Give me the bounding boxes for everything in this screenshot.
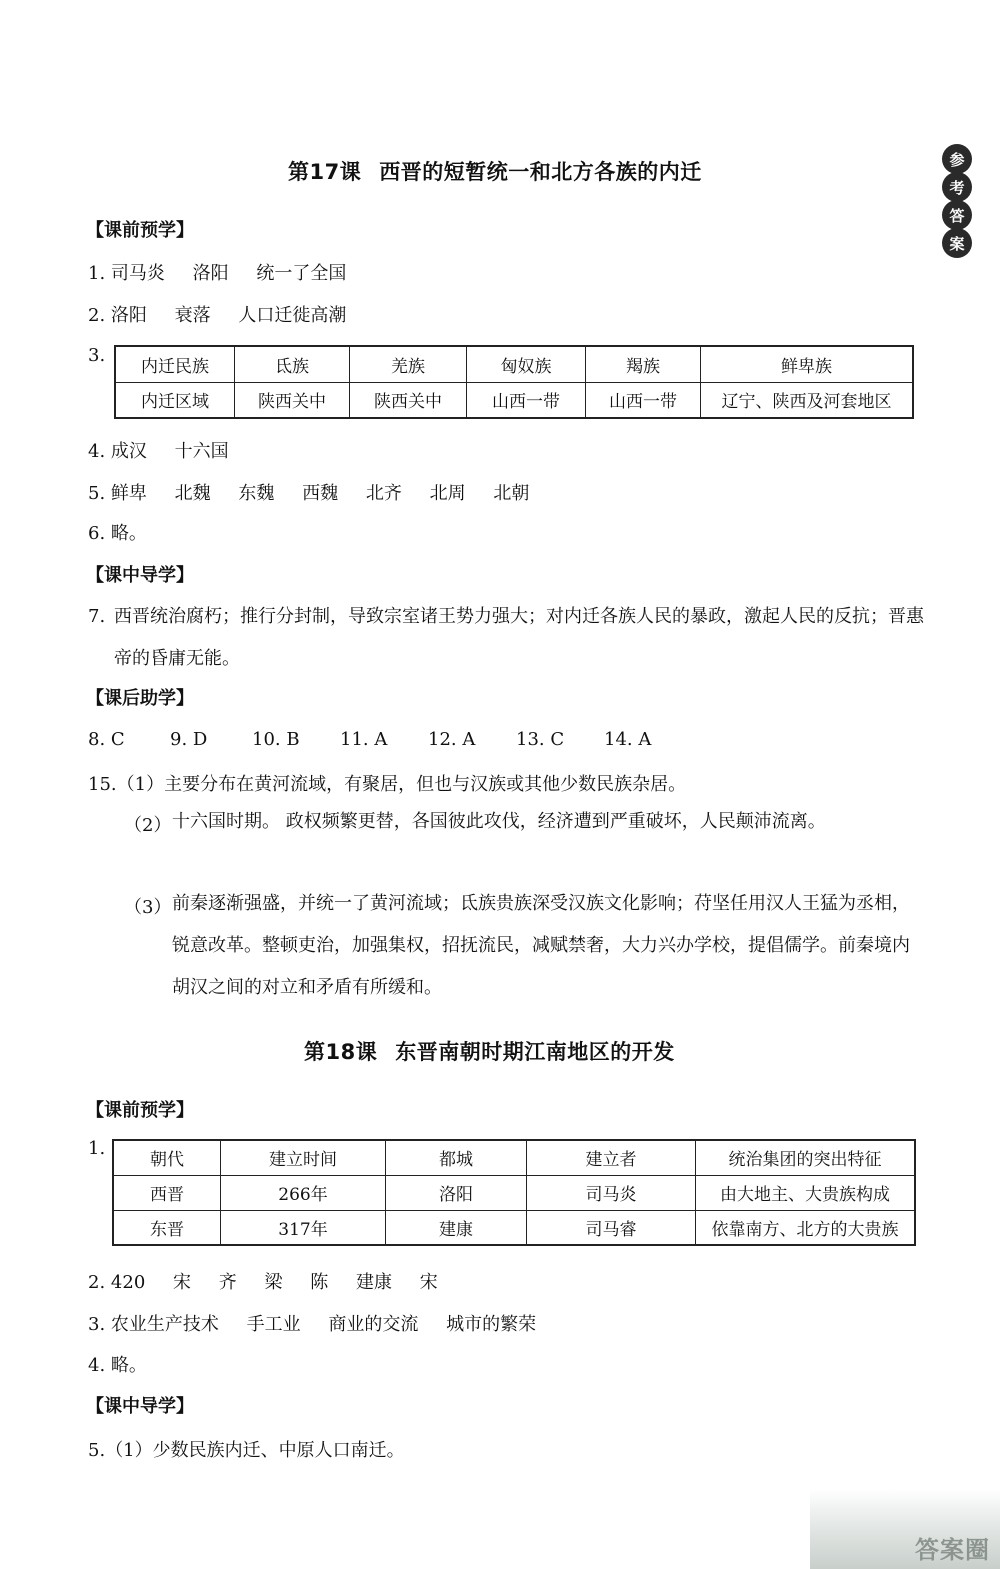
mc-answer: 14. A bbox=[604, 729, 652, 750]
answer-item: 西魏 bbox=[302, 483, 339, 504]
answer-num: 7. bbox=[88, 606, 106, 627]
section-pre-study: 【课前预学】 bbox=[86, 1100, 194, 1121]
table-cell: 内迁民族 bbox=[115, 346, 235, 382]
answer-item: 统一了全国 bbox=[256, 263, 347, 284]
answer-num: 2. bbox=[88, 1272, 106, 1293]
answer-item: 衰落 bbox=[174, 305, 211, 326]
answer-item: 北朝 bbox=[493, 483, 530, 504]
answer-num: 2. bbox=[88, 305, 106, 326]
table-row bbox=[113, 1210, 915, 1245]
answer-item: 成汉 bbox=[110, 441, 147, 462]
answer-6 bbox=[88, 519, 147, 545]
answer-text: 主要分布在黄河流域，有聚居，但也与汉族或其他少数民族杂居。 bbox=[164, 774, 687, 795]
table-cell: 朝代 bbox=[113, 1140, 221, 1175]
table-cell: 建立者 bbox=[527, 1140, 696, 1175]
answer-num: 3. bbox=[88, 1314, 106, 1335]
answer-item: 农业生产技术 bbox=[110, 1314, 219, 1335]
table-row bbox=[115, 382, 913, 418]
table-cell: 匈奴族 bbox=[467, 346, 586, 382]
answer-item: 司马炎 bbox=[110, 263, 165, 284]
table-cell: 统治集团的突出特征 bbox=[696, 1140, 916, 1175]
answer-3 bbox=[88, 1310, 536, 1336]
answer-num: 1. bbox=[88, 1138, 106, 1159]
side-tag-char: 答 bbox=[942, 200, 972, 230]
table-cell: 建康 bbox=[386, 1210, 527, 1245]
answer-15-1 bbox=[88, 770, 686, 796]
lesson17-title-text: 西晋的短暂统一和北方各族的内迁 bbox=[379, 160, 702, 184]
answer-item: 人口迁徙高潮 bbox=[238, 305, 347, 326]
table-cell: 氐族 bbox=[235, 346, 350, 382]
answer-text: 少数民族内迁、中原人口南迁。 bbox=[152, 1440, 405, 1461]
lesson18-title-num: 第18课 bbox=[304, 1040, 378, 1064]
lesson18-title-text: 东晋南朝时期江南地区的开发 bbox=[395, 1040, 675, 1064]
answer-item: 北齐 bbox=[365, 483, 402, 504]
answer-num: 5. bbox=[88, 1440, 106, 1461]
migration-table bbox=[114, 345, 914, 419]
answer-item: 梁 bbox=[264, 1272, 283, 1293]
answer-item: 商业的交流 bbox=[328, 1314, 419, 1335]
table-cell: 辽宁、陕西及河套地区 bbox=[701, 382, 914, 418]
answer-num: 1. bbox=[88, 263, 106, 284]
answer-num: 15. bbox=[88, 774, 117, 795]
table-cell: 东晋 bbox=[113, 1210, 221, 1245]
answer-num: 6. bbox=[88, 523, 106, 544]
answer-text: 略。 bbox=[110, 1355, 147, 1376]
answer-item: 城市的繁荣 bbox=[446, 1314, 537, 1335]
section-in-class: 【课中导学】 bbox=[86, 565, 194, 586]
mc-answer: 8. C bbox=[88, 729, 125, 750]
mc-answer: 12. A bbox=[428, 729, 476, 750]
answer-item: 洛阳 bbox=[192, 263, 229, 284]
answer-item: 420 bbox=[110, 1272, 146, 1293]
section-pre-study: 【课前预学】 bbox=[86, 220, 194, 241]
answer-item: 洛阳 bbox=[110, 305, 147, 326]
table-cell: 都城 bbox=[386, 1140, 527, 1175]
table-cell: 羌族 bbox=[350, 346, 467, 382]
answer-item: 建康 bbox=[355, 1272, 392, 1293]
table-row bbox=[115, 346, 913, 382]
side-tag-char: 参 bbox=[942, 144, 972, 174]
answer-item: 齐 bbox=[218, 1272, 237, 1293]
table-cell: 陕西关中 bbox=[350, 382, 467, 418]
answer-item: 手工业 bbox=[246, 1314, 301, 1335]
mc-answer: 10. B bbox=[252, 729, 300, 750]
answer-4 bbox=[88, 437, 229, 463]
answer-2 bbox=[88, 301, 346, 327]
sub-label: （1） bbox=[116, 774, 165, 795]
table-cell: 陕西关中 bbox=[235, 382, 350, 418]
table-cell: 鲜卑族 bbox=[701, 346, 914, 382]
table-cell: 317年 bbox=[221, 1210, 386, 1245]
table-cell: 内迁区域 bbox=[115, 382, 235, 418]
table-cell: 266年 bbox=[221, 1175, 386, 1210]
answer-num: 4. bbox=[88, 441, 106, 462]
table-cell: 山西一带 bbox=[467, 382, 586, 418]
side-tag-char: 考 bbox=[942, 172, 972, 202]
table-cell: 司马炎 bbox=[527, 1175, 696, 1210]
table-row bbox=[113, 1140, 915, 1175]
answer-item: 鲜卑 bbox=[110, 483, 147, 504]
table-cell: 建立时间 bbox=[221, 1140, 386, 1175]
answer-2 bbox=[88, 1268, 438, 1294]
table-cell: 洛阳 bbox=[386, 1175, 527, 1210]
answer-num: 4. bbox=[88, 1355, 106, 1376]
answer-item: 宋 bbox=[173, 1272, 192, 1293]
table-cell: 山西一带 bbox=[586, 382, 701, 418]
answer-15-3-text: 前秦逐渐强盛，并统一了黄河流域；氐族贵族深受汉族文化影响；苻坚任用汉人王猛为丞相，锐意改革。整顿吏治，加强集权，招抚流民，减赋禁奢，大力兴办学校，提倡儒学。前秦境内胡汉之间的对立和矛盾有所缓和。 bbox=[172, 893, 910, 998]
answer-4 bbox=[88, 1351, 147, 1377]
lesson17-title bbox=[288, 156, 702, 186]
answer-15-2-text: 十六国时期。 政权频繁更替，各国彼此攻伐，经济遭到严重破坏，人民颠沛流离。 bbox=[172, 811, 826, 832]
sub-label: （1） bbox=[105, 1440, 153, 1461]
watermark-logo: 答案圈 bbox=[915, 1536, 990, 1564]
table-cell: 由大地主、大贵族构成 bbox=[696, 1175, 916, 1210]
answer-item: 陈 bbox=[310, 1272, 329, 1293]
answer-item: 北周 bbox=[429, 483, 466, 504]
answer-item: 北魏 bbox=[174, 483, 211, 504]
mc-answer: 11. A bbox=[340, 729, 388, 750]
mc-answers bbox=[88, 729, 651, 750]
mc-answer: 13. C bbox=[516, 729, 565, 750]
lesson18-title bbox=[304, 1036, 675, 1066]
table-cell: 依靠南方、北方的大贵族 bbox=[696, 1210, 916, 1245]
answer-5 bbox=[88, 479, 529, 505]
answer-item: 十六国 bbox=[174, 441, 229, 462]
answer-num: 3. bbox=[88, 345, 106, 366]
answer-1 bbox=[88, 259, 346, 285]
table-cell: 西晋 bbox=[113, 1175, 221, 1210]
mc-answer: 9. D bbox=[170, 729, 208, 750]
lesson17-title-num: 第17课 bbox=[288, 160, 362, 184]
answer-5-1 bbox=[88, 1436, 405, 1462]
section-in-class: 【课中导学】 bbox=[86, 1396, 194, 1417]
answer-7-text: 西晋统治腐朽；推行分封制，导致宗室诸王势力强大；对内迁各族人民的暴政，激起人民的反抗；晋惠帝的昏庸无能。 bbox=[114, 606, 924, 669]
dynasty-table bbox=[112, 1139, 916, 1246]
sub-label: （2） bbox=[124, 815, 172, 836]
sub-label: （3） bbox=[124, 897, 172, 918]
section-after-class: 【课后助学】 bbox=[86, 688, 194, 709]
table-cell: 司马睿 bbox=[527, 1210, 696, 1245]
table-cell: 羯族 bbox=[586, 346, 701, 382]
answer-text: 略。 bbox=[110, 523, 147, 544]
answer-item: 宋 bbox=[419, 1272, 438, 1293]
answer-num: 5. bbox=[88, 483, 106, 504]
side-tag-char: 案 bbox=[942, 228, 972, 258]
answer-item: 东魏 bbox=[238, 483, 275, 504]
table-row bbox=[113, 1175, 915, 1210]
